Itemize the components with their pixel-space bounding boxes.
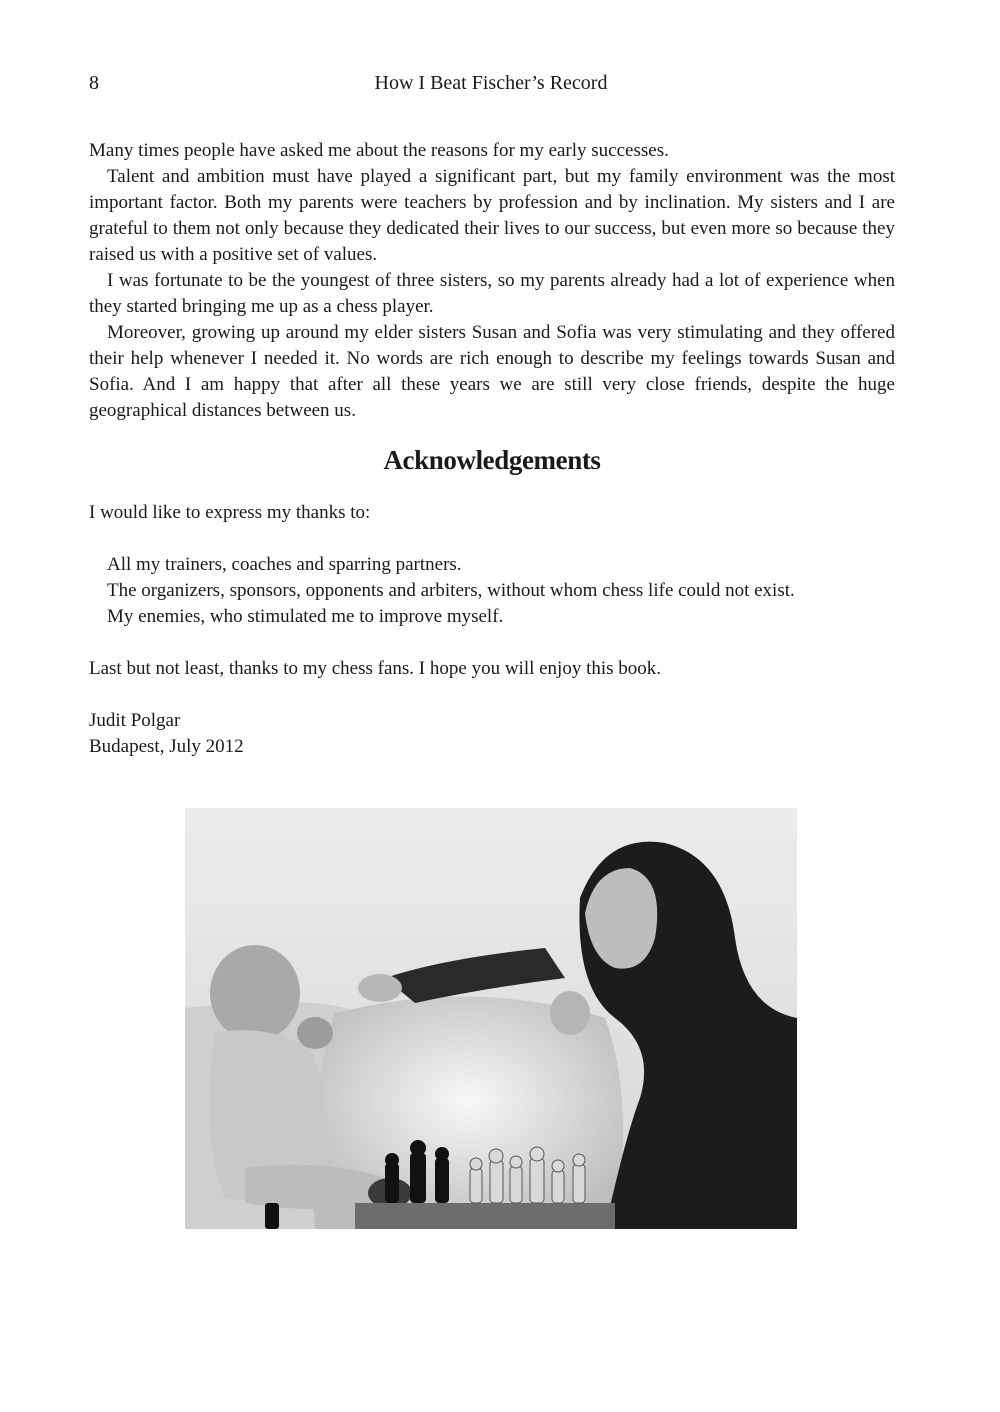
intro-paragraph: Moreover, growing up around my elder sisters Susan and Sofia was very stimulating and they offered their help whenever I needed it. No words are rich enough to describe my feelings towards Susan and Sofia. And I am happy that after all these years we are still very close friends, despite the huge geographical distances between us. — [89, 322, 895, 421]
intro-paragraph: I was fortunate to be the youngest of three sisters, so my parents already had a lot of experience when they started bringing me up as a chess player. — [89, 270, 895, 317]
intro-paragraph: Talent and ambition must have played a significant part, but my family environment was the most important factor. Both my parents were teachers by profession and by inclination. My sisters and I are grateful to them not only because they dedicated their lives to our success, but even more so because they raised us with a positive set of values. — [89, 166, 895, 265]
signature-place-date: Budapest, July 2012 — [89, 736, 244, 757]
photo-illustration — [185, 808, 797, 1229]
signature-name: Judit Polgar — [89, 710, 181, 731]
thanks-item: The organizers, sponsors, opponents and arbiters, without whom chess life could not exist. — [107, 580, 795, 601]
thanks-item: All my trainers, coaches and sparring partners. — [107, 554, 462, 575]
acknowledgements-section — [89, 500, 895, 760]
running-head-title: How I Beat Fischer’s Record — [374, 72, 608, 94]
page-number: 8 — [89, 72, 99, 94]
acknowledgements-heading: Acknowledgements — [383, 445, 601, 475]
thanks-list — [89, 552, 895, 630]
thanks-item: My enemies, who stimulated me to improve myself. — [107, 606, 504, 627]
chess-photo — [185, 808, 797, 1229]
intro-paragraph: Many times people have asked me about the reasons for my early successes. — [89, 140, 669, 161]
acknowledgements-lead: I would like to express my thanks to: — [89, 502, 371, 523]
intro-section — [89, 138, 895, 424]
acknowledgements-closing: Last but not least, thanks to my chess fans. I hope you will enjoy this book. — [89, 658, 662, 679]
